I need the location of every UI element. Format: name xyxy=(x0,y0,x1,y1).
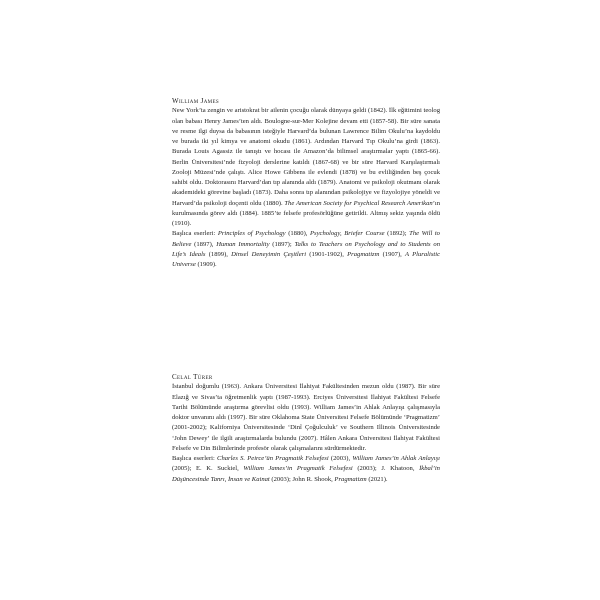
text-run: Başlıca eserleri: xyxy=(172,455,218,462)
italic-title: Charles S. Peirce’ün Pragmatik Felsefesi xyxy=(217,455,329,462)
text-run: (1899), xyxy=(205,250,232,258)
italic-title: Talks to Teachers on Psychology and to Students on Life’s Ideals xyxy=(172,240,440,258)
italic-title: Human Immortality xyxy=(216,240,270,248)
text-run: New York’ta zengin ve aristokrat bir ailenin çocuğu olarak dünyaya geldi (1842). İlk eğitimini teolog olan babası Henry James’ten aldı. Boulogne-sur-Mer Kolejine devam etti (1857-58). Bir süre sanata ve resme ilgi duysa da babasının isteğiyle Harvard’da bulunan Lawrence Bilim Okulu’na kaydoldu ve burada iki yıl kimya ve anatomi okudu (1861). Ardından Harvard Tıp Okulu’na girdi (1863). Burada Louis Agassiz ile tanıştı ve hocası ile Amazon’da bilimsel araştırmalar yaptı (1865-66). Berlin Üniversitesi’nde fizyoloji derslerine katıldı (1867-68) ve bir süre Harvard Karşılaştırmalı Zooloji Müzesi’nde çalıştı. Alice Howe Gibbens ile evlendi (1878) ve bu evliliğinden beş çocuk sahibi oldu. Doktorasını Harvard’dan tıp alanında aldı (1879). Anatomi ve psikoloji okutmanı olarak akademideki görevine başladı (1873). Daha sonra tıp alanından psikolojiye ve fizyolojiye yöneldi ve Harvard’da psikoloji doçenti oldu (1880). xyxy=(172,107,440,207)
text-run: (1880), xyxy=(285,230,311,238)
bio-paragraph-works xyxy=(172,229,440,270)
text-run: (2003); J. Khatoon, xyxy=(352,465,420,473)
italic-title: Principles of Psychology xyxy=(217,230,286,238)
text-run: ’ın kurulmasında görev aldı (1884). 1885’te felsefe profesörlüğüne getirildi. Altmış sekiz yaşında öldü (1910). xyxy=(172,199,441,227)
text-run: (1897), xyxy=(191,240,217,248)
bio-paragraph-life xyxy=(172,382,440,454)
author-name: William James xyxy=(172,97,220,105)
text-run: (1907), xyxy=(379,250,406,258)
bio-paragraph-life xyxy=(172,106,440,229)
text-run: (1909). xyxy=(195,261,217,268)
italic-title: İkbal’in Düşüncesinde Tanrı, İnsan ve Kainat xyxy=(172,465,440,483)
italic-title: Pragmatizm xyxy=(347,250,380,258)
text-run: (2021). xyxy=(366,475,388,483)
italic-title: Dinsel Deneyimin Çeşitleri xyxy=(231,250,307,258)
text-run: (2003); John R. Shook, xyxy=(269,475,335,483)
bio-paragraph-works xyxy=(172,454,440,485)
italic-title: Pragmatizm xyxy=(334,475,367,483)
text-run: (2005); E. K. Suckiel, xyxy=(172,465,244,473)
bio-celal-turer xyxy=(172,372,440,485)
text-run: (1901-1902), xyxy=(306,250,348,258)
bio-william-james xyxy=(172,96,440,270)
italic-title: The Will to Believe xyxy=(172,230,440,248)
text-run: (1897); xyxy=(269,240,295,248)
italic-title: William James’in Pragmatik Felsefesi xyxy=(243,465,353,473)
text-run: İstanbul doğumlu (1963). Ankara Üniversitesi İlahiyat Fakültesinden mezun oldu (1987). Bir süre Elazığ ve Sivas’ta öğretmenlik yaptı (1987-1993). Erciyes Üniversitesi İlahiyat Fakültesi Felsefe Tarihi Bölümünde araştırma görevlisi oldu (1993). William James’in Ahlak Anlayışı çalışmasıyla doktor unvanını aldı (1997). Bir süre Oklahoma State Üniversitesi Felsefe Bölümünde ‘Pragmatizm’ (2001-2002); Kaliforniya Üniversitesinde ‘Dinî Çoğulculuk’ ve Southern Illinois Üniversitesinde ‘John Dewey’ ile ilgili araştırmalarda bulundu (2007). Hâlen Ankara Üniversitesi İlahiyat Fakültesi Felsefe ve Din Bilimlerinde profesör olarak çalışmalarını sürdürmektedir. xyxy=(172,383,440,452)
text-run: (1892); xyxy=(384,230,410,238)
italic-title: The American Society for Psychical Research Amerikan xyxy=(284,199,433,207)
text-run: Başlıca eserleri: xyxy=(172,230,218,238)
italic-title: Psychology, Briefer Course xyxy=(310,230,385,238)
text-run: (2003), xyxy=(328,455,353,462)
author-name: Celal Türer xyxy=(172,373,213,381)
italic-title: William James’in Ahlak Anlayışı xyxy=(352,455,440,462)
italic-title: A Pluralistic Universe xyxy=(172,250,440,268)
